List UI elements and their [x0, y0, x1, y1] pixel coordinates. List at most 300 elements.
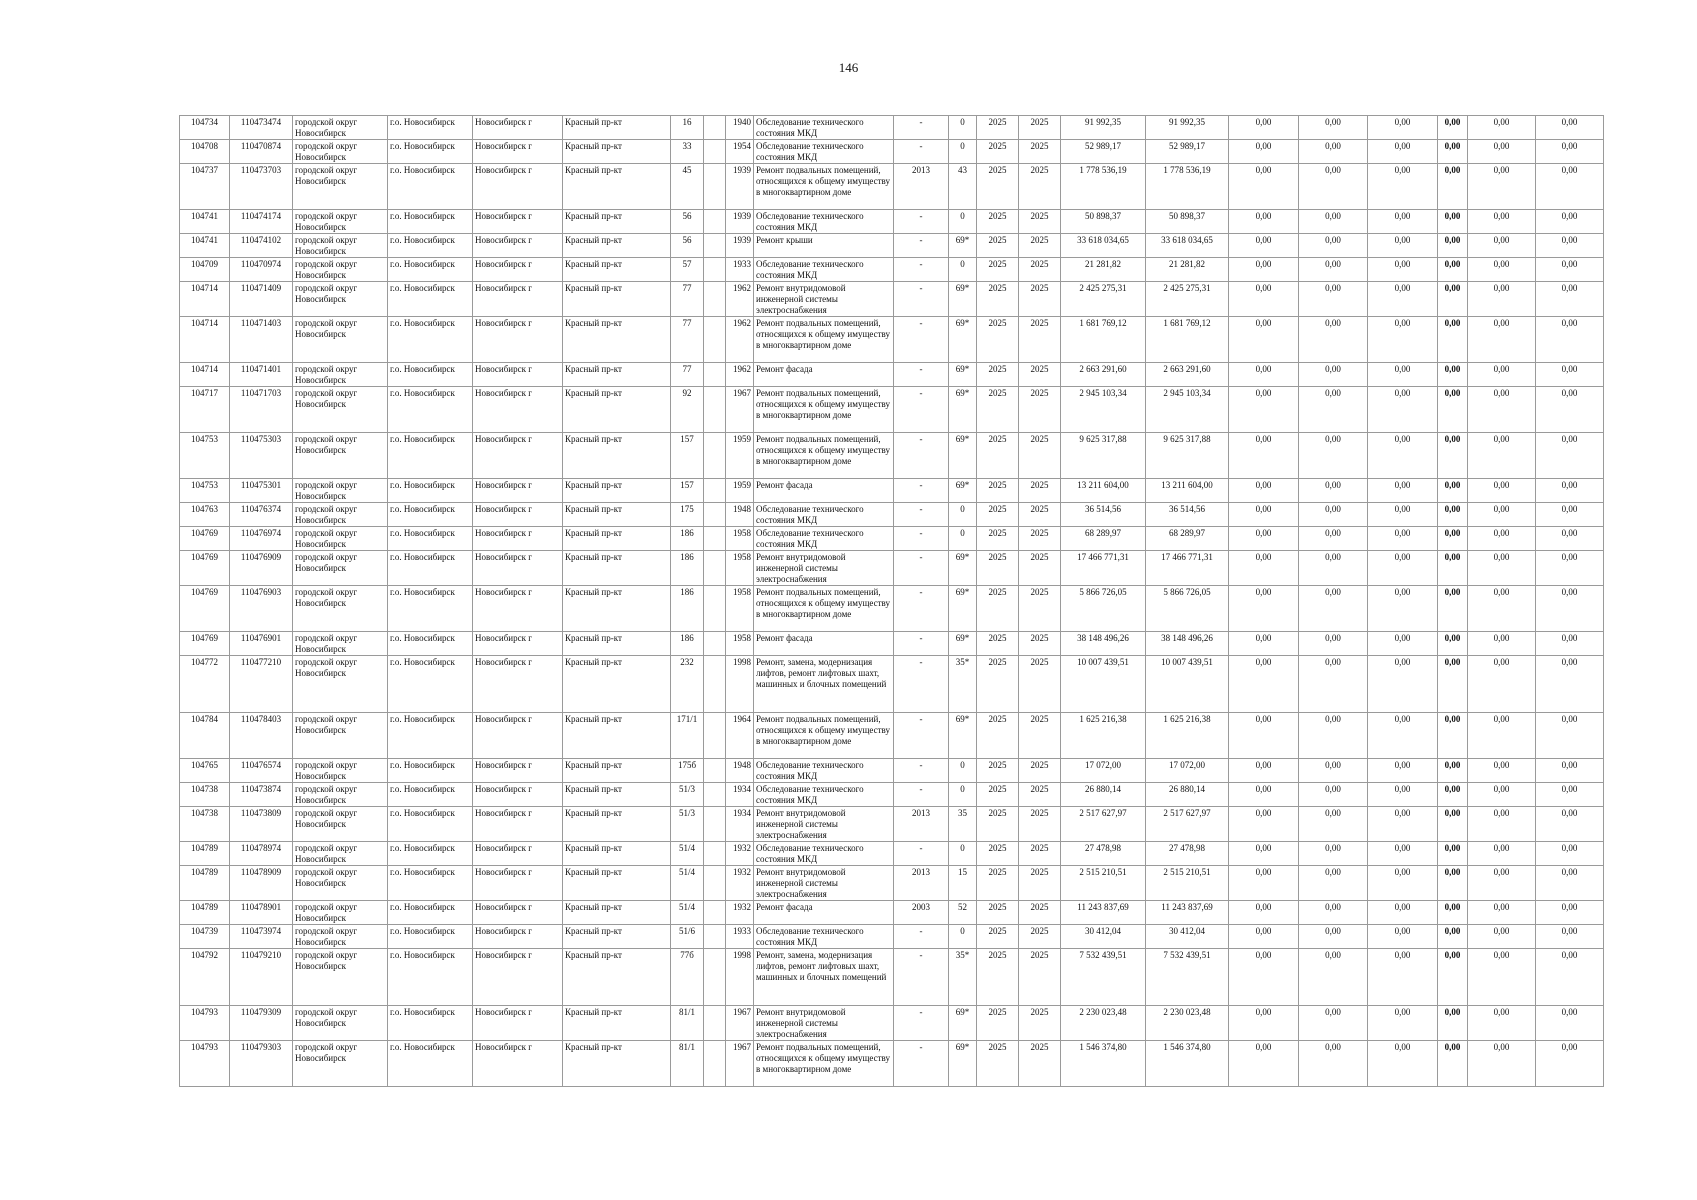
empty-cell [704, 363, 726, 387]
value-cell: 0,00 [1438, 433, 1468, 479]
work-code-cell: 110473809 [230, 807, 293, 842]
district-cell: городской округ Новосибирск [293, 759, 388, 783]
table-row [180, 164, 1604, 210]
value-cell: 0,00 [1536, 1041, 1604, 1087]
value-cell: 0,00 [1299, 925, 1368, 949]
district-cell: городской округ Новосибирск [293, 258, 388, 282]
street-cell: Красный пр-кт [563, 1006, 671, 1041]
table-row [180, 140, 1604, 164]
cost-total-cell: 2 425 275,31 [1061, 282, 1146, 317]
house-number-cell: 92 [671, 387, 704, 433]
cost-fund-cell: 26 880,14 [1146, 783, 1229, 807]
plan-end-year-cell: 2025 [1019, 1041, 1061, 1087]
value-cell: 0,00 [1368, 842, 1438, 866]
value-cell: 0,00 [1229, 140, 1299, 164]
last-repair-year-cell: - [894, 713, 949, 759]
work-code-cell: 110479309 [230, 1006, 293, 1041]
record-id-cell: 104717 [180, 387, 230, 433]
wear-percent-cell: 69* [949, 387, 977, 433]
work-type-cell: Обследование технического состояния МКД [754, 842, 894, 866]
value-cell: 0,00 [1468, 116, 1536, 140]
street-cell: Красный пр-кт [563, 116, 671, 140]
value-cell: 0,00 [1368, 433, 1438, 479]
table-row [180, 586, 1604, 632]
street-cell: Красный пр-кт [563, 586, 671, 632]
work-code-cell: 110473974 [230, 925, 293, 949]
plan-start-year-cell: 2025 [977, 258, 1019, 282]
value-cell: 0,00 [1229, 116, 1299, 140]
value-cell: 0,00 [1438, 210, 1468, 234]
cost-fund-cell: 2 515 210,51 [1146, 866, 1229, 901]
value-cell: 0,00 [1368, 210, 1438, 234]
value-cell: 0,00 [1468, 210, 1536, 234]
value-cell: 0,00 [1229, 527, 1299, 551]
value-cell: 0,00 [1368, 925, 1438, 949]
year-built-cell: 1932 [726, 866, 754, 901]
locality-cell: Новосибирск г [473, 551, 563, 586]
value-cell: 0,00 [1536, 282, 1604, 317]
work-code-cell: 110478403 [230, 713, 293, 759]
district-cell: городской округ Новосибирск [293, 387, 388, 433]
last-repair-year-cell: - [894, 116, 949, 140]
value-cell: 0,00 [1468, 925, 1536, 949]
work-type-cell: Ремонт фасада [754, 632, 894, 656]
wear-percent-cell: 15 [949, 866, 977, 901]
street-cell: Красный пр-кт [563, 282, 671, 317]
value-cell: 0,00 [1299, 317, 1368, 363]
house-number-cell: 186 [671, 632, 704, 656]
value-cell: 0,00 [1368, 527, 1438, 551]
cost-fund-cell: 1 546 374,80 [1146, 1041, 1229, 1087]
value-cell: 0,00 [1536, 210, 1604, 234]
value-cell: 0,00 [1438, 901, 1468, 925]
work-code-cell: 110477210 [230, 656, 293, 713]
value-cell: 0,00 [1536, 842, 1604, 866]
year-built-cell: 1940 [726, 116, 754, 140]
year-built-cell: 1967 [726, 387, 754, 433]
record-id-cell: 104738 [180, 807, 230, 842]
district-cell: городской округ Новосибирск [293, 632, 388, 656]
house-number-cell: 16 [671, 116, 704, 140]
year-built-cell: 1932 [726, 901, 754, 925]
value-cell: 0,00 [1229, 1006, 1299, 1041]
empty-cell [704, 1041, 726, 1087]
municipality-cell: г.о. Новосибирск [388, 116, 473, 140]
locality-cell: Новосибирск г [473, 317, 563, 363]
locality-cell: Новосибирск г [473, 282, 563, 317]
street-cell: Красный пр-кт [563, 949, 671, 1006]
last-repair-year-cell: 2003 [894, 901, 949, 925]
plan-start-year-cell: 2025 [977, 527, 1019, 551]
year-built-cell: 1933 [726, 258, 754, 282]
empty-cell [704, 140, 726, 164]
empty-cell [704, 503, 726, 527]
work-code-cell: 110476974 [230, 527, 293, 551]
value-cell: 0,00 [1299, 116, 1368, 140]
wear-percent-cell: 35* [949, 949, 977, 1006]
value-cell: 0,00 [1299, 866, 1368, 901]
house-number-cell: 232 [671, 656, 704, 713]
cost-fund-cell: 50 898,37 [1146, 210, 1229, 234]
district-cell: городской округ Новосибирск [293, 1041, 388, 1087]
work-code-cell: 110473874 [230, 783, 293, 807]
work-code-cell: 110473703 [230, 164, 293, 210]
last-repair-year-cell: - [894, 759, 949, 783]
cost-fund-cell: 17 072,00 [1146, 759, 1229, 783]
plan-end-year-cell: 2025 [1019, 949, 1061, 1006]
work-code-cell: 110479210 [230, 949, 293, 1006]
record-id-cell: 104772 [180, 656, 230, 713]
street-cell: Красный пр-кт [563, 551, 671, 586]
street-cell: Красный пр-кт [563, 140, 671, 164]
last-repair-year-cell: - [894, 503, 949, 527]
municipality-cell: г.о. Новосибирск [388, 901, 473, 925]
record-id-cell: 104765 [180, 759, 230, 783]
last-repair-year-cell: - [894, 586, 949, 632]
value-cell: 0,00 [1299, 1041, 1368, 1087]
municipality-cell: г.о. Новосибирск [388, 925, 473, 949]
work-type-cell: Обследование технического состояния МКД [754, 503, 894, 527]
value-cell: 0,00 [1299, 586, 1368, 632]
plan-end-year-cell: 2025 [1019, 551, 1061, 586]
locality-cell: Новосибирск г [473, 234, 563, 258]
year-built-cell: 1934 [726, 783, 754, 807]
house-number-cell: 77 [671, 363, 704, 387]
value-cell: 0,00 [1438, 258, 1468, 282]
locality-cell: Новосибирск г [473, 387, 563, 433]
table-row [180, 925, 1604, 949]
work-code-cell: 110478901 [230, 901, 293, 925]
value-cell: 0,00 [1468, 140, 1536, 164]
cost-total-cell: 91 992,35 [1061, 116, 1146, 140]
record-id-cell: 104763 [180, 503, 230, 527]
house-number-cell: 51/3 [671, 807, 704, 842]
plan-start-year-cell: 2025 [977, 317, 1019, 363]
work-code-cell: 110470974 [230, 258, 293, 282]
cost-fund-cell: 7 532 439,51 [1146, 949, 1229, 1006]
value-cell: 0,00 [1368, 1006, 1438, 1041]
year-built-cell: 1948 [726, 503, 754, 527]
value-cell: 0,00 [1299, 363, 1368, 387]
last-repair-year-cell: 2013 [894, 866, 949, 901]
wear-percent-cell: 0 [949, 140, 977, 164]
last-repair-year-cell: - [894, 551, 949, 586]
plan-start-year-cell: 2025 [977, 759, 1019, 783]
value-cell: 0,00 [1536, 234, 1604, 258]
work-type-cell: Ремонт подвальных помещений, относящихся к общему имуществу в многоквартирном доме [754, 713, 894, 759]
plan-start-year-cell: 2025 [977, 210, 1019, 234]
year-built-cell: 1958 [726, 632, 754, 656]
work-type-cell: Ремонт, замена, модернизация лифтов, ремонт лифтовых шахт, машинных и блочных помещений [754, 949, 894, 1006]
last-repair-year-cell: - [894, 234, 949, 258]
value-cell: 0,00 [1468, 1006, 1536, 1041]
last-repair-year-cell: - [894, 433, 949, 479]
year-built-cell: 1962 [726, 282, 754, 317]
work-code-cell: 110476374 [230, 503, 293, 527]
house-number-cell: 57 [671, 258, 704, 282]
value-cell: 0,00 [1468, 479, 1536, 503]
plan-end-year-cell: 2025 [1019, 479, 1061, 503]
value-cell: 0,00 [1536, 759, 1604, 783]
table-row [180, 842, 1604, 866]
district-cell: городской округ Новосибирск [293, 1006, 388, 1041]
wear-percent-cell: 0 [949, 783, 977, 807]
cost-fund-cell: 5 866 726,05 [1146, 586, 1229, 632]
value-cell: 0,00 [1468, 949, 1536, 1006]
year-built-cell: 1958 [726, 551, 754, 586]
value-cell: 0,00 [1536, 387, 1604, 433]
last-repair-year-cell: - [894, 949, 949, 1006]
value-cell: 0,00 [1468, 503, 1536, 527]
wear-percent-cell: 0 [949, 503, 977, 527]
cost-total-cell: 1 681 769,12 [1061, 317, 1146, 363]
cost-total-cell: 13 211 604,00 [1061, 479, 1146, 503]
empty-cell [704, 783, 726, 807]
street-cell: Красный пр-кт [563, 164, 671, 210]
value-cell: 0,00 [1468, 713, 1536, 759]
table-row [180, 282, 1604, 317]
empty-cell [704, 258, 726, 282]
plan-start-year-cell: 2025 [977, 164, 1019, 210]
last-repair-year-cell: - [894, 479, 949, 503]
cost-fund-cell: 2 425 275,31 [1146, 282, 1229, 317]
value-cell: 0,00 [1229, 586, 1299, 632]
value-cell: 0,00 [1536, 632, 1604, 656]
plan-end-year-cell: 2025 [1019, 116, 1061, 140]
wear-percent-cell: 0 [949, 925, 977, 949]
year-built-cell: 1932 [726, 842, 754, 866]
cost-total-cell: 26 880,14 [1061, 783, 1146, 807]
table-row [180, 433, 1604, 479]
value-cell: 0,00 [1229, 317, 1299, 363]
plan-end-year-cell: 2025 [1019, 433, 1061, 479]
plan-end-year-cell: 2025 [1019, 282, 1061, 317]
value-cell: 0,00 [1438, 363, 1468, 387]
table-row [180, 1041, 1604, 1087]
cost-fund-cell: 30 412,04 [1146, 925, 1229, 949]
work-type-cell: Ремонт подвальных помещений, относящихся к общему имуществу в многоквартирном доме [754, 433, 894, 479]
value-cell: 0,00 [1299, 783, 1368, 807]
district-cell: городской округ Новосибирск [293, 164, 388, 210]
municipality-cell: г.о. Новосибирск [388, 164, 473, 210]
cost-total-cell: 2 515 210,51 [1061, 866, 1146, 901]
plan-end-year-cell: 2025 [1019, 586, 1061, 632]
empty-cell [704, 210, 726, 234]
value-cell: 0,00 [1536, 713, 1604, 759]
value-cell: 0,00 [1229, 632, 1299, 656]
value-cell: 0,00 [1299, 551, 1368, 586]
municipality-cell: г.о. Новосибирск [388, 387, 473, 433]
value-cell: 0,00 [1368, 783, 1438, 807]
year-built-cell: 1998 [726, 949, 754, 1006]
plan-start-year-cell: 2025 [977, 1041, 1019, 1087]
locality-cell: Новосибирск г [473, 1041, 563, 1087]
last-repair-year-cell: - [894, 632, 949, 656]
work-code-cell: 110475303 [230, 433, 293, 479]
wear-percent-cell: 0 [949, 210, 977, 234]
district-cell: городской округ Новосибирск [293, 433, 388, 479]
value-cell: 0,00 [1368, 901, 1438, 925]
municipality-cell: г.о. Новосибирск [388, 363, 473, 387]
cost-total-cell: 1 546 374,80 [1061, 1041, 1146, 1087]
wear-percent-cell: 0 [949, 527, 977, 551]
district-cell: городской округ Новосибирск [293, 116, 388, 140]
record-id-cell: 104789 [180, 842, 230, 866]
value-cell: 0,00 [1536, 433, 1604, 479]
value-cell: 0,00 [1229, 164, 1299, 210]
municipality-cell: г.о. Новосибирск [388, 234, 473, 258]
table-row [180, 1006, 1604, 1041]
plan-start-year-cell: 2025 [977, 586, 1019, 632]
locality-cell: Новосибирск г [473, 656, 563, 713]
street-cell: Красный пр-кт [563, 807, 671, 842]
plan-end-year-cell: 2025 [1019, 656, 1061, 713]
value-cell: 0,00 [1229, 363, 1299, 387]
cost-fund-cell: 68 289,97 [1146, 527, 1229, 551]
locality-cell: Новосибирск г [473, 842, 563, 866]
locality-cell: Новосибирск г [473, 949, 563, 1006]
locality-cell: Новосибирск г [473, 140, 563, 164]
value-cell: 0,00 [1299, 479, 1368, 503]
record-id-cell: 104738 [180, 783, 230, 807]
cost-fund-cell: 10 007 439,51 [1146, 656, 1229, 713]
plan-start-year-cell: 2025 [977, 503, 1019, 527]
house-number-cell: 77б [671, 949, 704, 1006]
table-row [180, 949, 1604, 1006]
value-cell: 0,00 [1536, 1006, 1604, 1041]
plan-start-year-cell: 2025 [977, 234, 1019, 258]
municipality-cell: г.о. Новосибирск [388, 807, 473, 842]
cost-total-cell: 5 866 726,05 [1061, 586, 1146, 632]
work-type-cell: Ремонт фасада [754, 363, 894, 387]
municipality-cell: г.о. Новосибирск [388, 783, 473, 807]
table-row [180, 210, 1604, 234]
value-cell: 0,00 [1299, 713, 1368, 759]
cost-total-cell: 30 412,04 [1061, 925, 1146, 949]
plan-end-year-cell: 2025 [1019, 901, 1061, 925]
district-cell: городской округ Новосибирск [293, 234, 388, 258]
cost-total-cell: 7 532 439,51 [1061, 949, 1146, 1006]
value-cell: 0,00 [1229, 807, 1299, 842]
value-cell: 0,00 [1368, 282, 1438, 317]
value-cell: 0,00 [1536, 116, 1604, 140]
house-number-cell: 186 [671, 551, 704, 586]
plan-end-year-cell: 2025 [1019, 713, 1061, 759]
street-cell: Красный пр-кт [563, 503, 671, 527]
record-id-cell: 104734 [180, 116, 230, 140]
value-cell: 0,00 [1368, 503, 1438, 527]
value-cell: 0,00 [1299, 527, 1368, 551]
plan-start-year-cell: 2025 [977, 632, 1019, 656]
street-cell: Красный пр-кт [563, 842, 671, 866]
empty-cell [704, 387, 726, 433]
value-cell: 0,00 [1368, 713, 1438, 759]
value-cell: 0,00 [1438, 656, 1468, 713]
value-cell: 0,00 [1468, 234, 1536, 258]
last-repair-year-cell: - [894, 363, 949, 387]
year-built-cell: 1934 [726, 807, 754, 842]
empty-cell [704, 586, 726, 632]
street-cell: Красный пр-кт [563, 713, 671, 759]
locality-cell: Новосибирск г [473, 164, 563, 210]
cost-fund-cell: 36 514,56 [1146, 503, 1229, 527]
cost-total-cell: 2 945 103,34 [1061, 387, 1146, 433]
value-cell: 0,00 [1368, 479, 1438, 503]
value-cell: 0,00 [1299, 1006, 1368, 1041]
district-cell: городской округ Новосибирск [293, 925, 388, 949]
municipality-cell: г.о. Новосибирск [388, 282, 473, 317]
value-cell: 0,00 [1368, 258, 1438, 282]
value-cell: 0,00 [1229, 925, 1299, 949]
record-id-cell: 104709 [180, 258, 230, 282]
work-type-cell: Ремонт подвальных помещений, относящихся к общему имуществу в многоквартирном доме [754, 586, 894, 632]
plan-end-year-cell: 2025 [1019, 866, 1061, 901]
street-cell: Красный пр-кт [563, 210, 671, 234]
wear-percent-cell: 69* [949, 1041, 977, 1087]
cost-fund-cell: 17 466 771,31 [1146, 551, 1229, 586]
year-built-cell: 1998 [726, 656, 754, 713]
value-cell: 0,00 [1229, 503, 1299, 527]
wear-percent-cell: 69* [949, 282, 977, 317]
value-cell: 0,00 [1468, 783, 1536, 807]
wear-percent-cell: 35* [949, 656, 977, 713]
value-cell: 0,00 [1468, 807, 1536, 842]
work-code-cell: 110478909 [230, 866, 293, 901]
locality-cell: Новосибирск г [473, 363, 563, 387]
municipality-cell: г.о. Новосибирск [388, 1006, 473, 1041]
cost-total-cell: 1 625 216,38 [1061, 713, 1146, 759]
district-cell: городской округ Новосибирск [293, 210, 388, 234]
house-number-cell: 51/4 [671, 842, 704, 866]
house-number-cell: 51/6 [671, 925, 704, 949]
house-number-cell: 157 [671, 479, 704, 503]
empty-cell [704, 164, 726, 210]
cost-fund-cell: 38 148 496,26 [1146, 632, 1229, 656]
street-cell: Красный пр-кт [563, 901, 671, 925]
cost-fund-cell: 2 230 023,48 [1146, 1006, 1229, 1041]
locality-cell: Новосибирск г [473, 258, 563, 282]
cost-total-cell: 50 898,37 [1061, 210, 1146, 234]
plan-start-year-cell: 2025 [977, 713, 1019, 759]
year-built-cell: 1954 [726, 140, 754, 164]
value-cell: 0,00 [1299, 210, 1368, 234]
district-cell: городской округ Новосибирск [293, 783, 388, 807]
plan-start-year-cell: 2025 [977, 949, 1019, 1006]
work-code-cell: 110476574 [230, 759, 293, 783]
work-type-cell: Обследование технического состояния МКД [754, 925, 894, 949]
value-cell: 0,00 [1229, 949, 1299, 1006]
cost-total-cell: 1 778 536,19 [1061, 164, 1146, 210]
empty-cell [704, 282, 726, 317]
value-cell: 0,00 [1438, 866, 1468, 901]
house-number-cell: 171/1 [671, 713, 704, 759]
value-cell: 0,00 [1299, 807, 1368, 842]
year-built-cell: 1959 [726, 433, 754, 479]
plan-end-year-cell: 2025 [1019, 258, 1061, 282]
table-row [180, 632, 1604, 656]
cost-total-cell: 27 478,98 [1061, 842, 1146, 866]
locality-cell: Новосибирск г [473, 433, 563, 479]
cost-total-cell: 17 466 771,31 [1061, 551, 1146, 586]
work-type-cell: Обследование технического состояния МКД [754, 527, 894, 551]
record-id-cell: 104714 [180, 317, 230, 363]
value-cell: 0,00 [1299, 234, 1368, 258]
municipality-cell: г.о. Новосибирск [388, 866, 473, 901]
value-cell: 0,00 [1229, 783, 1299, 807]
work-type-cell: Ремонт подвальных помещений, относящихся к общему имуществу в многоквартирном доме [754, 387, 894, 433]
work-code-cell: 110471401 [230, 363, 293, 387]
table-row [180, 759, 1604, 783]
